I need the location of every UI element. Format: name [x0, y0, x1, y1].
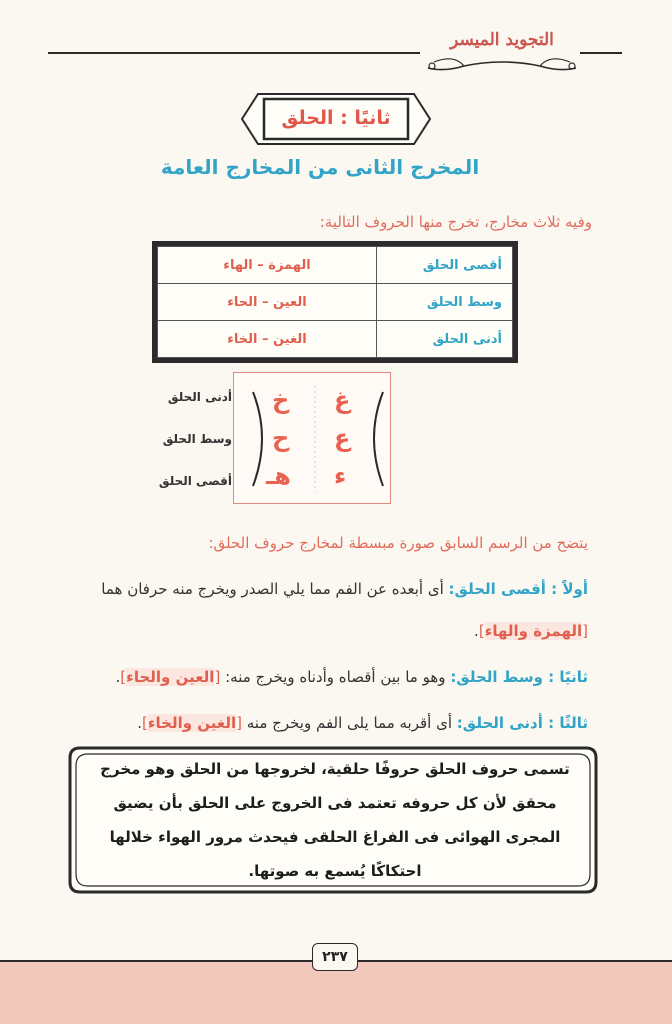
paragraph-3: ثالثًا : أدنى الحلق: أى أقربه مما يلى الفم ويخرج منه [الغين والخاء].: [137, 714, 588, 732]
paragraph-2: ثانيًا : وسط الحلق: وهو ما بين أقصاه وأدناه ويخرج منه: [العين والحاء].: [115, 668, 588, 686]
note-line: المجرى الهوائى فى الفراغ الحلقى فيحدث مرور الهواء خلالها: [109, 828, 561, 846]
table-row: [158, 284, 513, 321]
section-subtitle: المخرج الثانى من المخارج العامة: [160, 155, 480, 179]
diagram-letter: هـ: [266, 462, 291, 490]
note-line: تسمى حروف الحلق حروفًا حلقية، لخروجها من الحلق وهو مخرج: [100, 760, 570, 778]
table-cell-letters: الهمزة – الهاء: [158, 247, 377, 284]
letters-table: [152, 241, 518, 363]
paragraph-label: ثانيًا : وسط الحلق:: [450, 668, 588, 686]
paragraph-1: [82, 580, 588, 598]
paragraph-text: وهو ما بين أقصاه وأدناه ويخرج منه:: [225, 668, 446, 686]
note-line: محقق لأن كل حروفه تعتمد فى الخروج على الحلق بأن يضيق: [113, 794, 557, 812]
table-cell-place: أدنى الحلق: [377, 321, 513, 358]
diagram-brackets: [233, 372, 391, 504]
diagram-letter: ء: [334, 462, 347, 490]
page-number: ٢٣٧: [312, 943, 358, 971]
table-cell-place: أقصى الحلق: [377, 247, 513, 284]
table-row: [158, 321, 513, 358]
diagram-letter: غ: [334, 386, 351, 414]
diagram-label: أدنى الحلق: [167, 390, 232, 404]
paragraph-text: أى أبعده عن الفم مما يلي الصدر ويخرج منه حرفان هما: [101, 580, 444, 598]
diagram-label: وسط الحلق: [162, 432, 232, 446]
table-row: [158, 247, 513, 284]
diagram-letter: ح: [272, 424, 290, 452]
paragraph-letters: الهمزة والهاء: [484, 622, 583, 640]
note-line: احتكاكًا يُسمع به صوتها.: [248, 862, 422, 880]
paragraph-text: أى أقربه مما يلى الفم ويخرج منه: [246, 714, 453, 732]
table-cell-letters: العين – الحاء: [158, 284, 377, 321]
paragraph-label: أولاً : أقصى الحلق:: [448, 580, 588, 598]
paragraph-1-letters: [الهمزة والهاء].: [474, 622, 588, 640]
paragraph-letters: العين والحاء: [126, 668, 215, 686]
summary-text: يتضح من الرسم السابق صورة مبسطة لمخارج حروف الحلق:: [208, 534, 588, 552]
paragraph-label: ثالثًا : أدنى الحلق:: [456, 714, 588, 732]
diagram-letter: خ: [272, 386, 290, 414]
diagram-letter: ع: [334, 424, 351, 452]
running-header-title: التجويد الميسر: [450, 30, 554, 50]
paragraph-letters: الغين والخاء: [147, 714, 237, 732]
table-cell-place: وسط الحلق: [377, 284, 513, 321]
intro-text: وفيه ثلاث مخارج، تخرج منها الحروف التالية:: [319, 213, 592, 231]
header-rule: [48, 52, 420, 54]
table-cell-letters: الغين – الخاء: [158, 321, 377, 358]
header-rule-right: [580, 52, 622, 54]
section-title: ثانيًا : الحلق: [281, 107, 391, 129]
diagram-label: أقصى الحلق: [158, 474, 232, 488]
